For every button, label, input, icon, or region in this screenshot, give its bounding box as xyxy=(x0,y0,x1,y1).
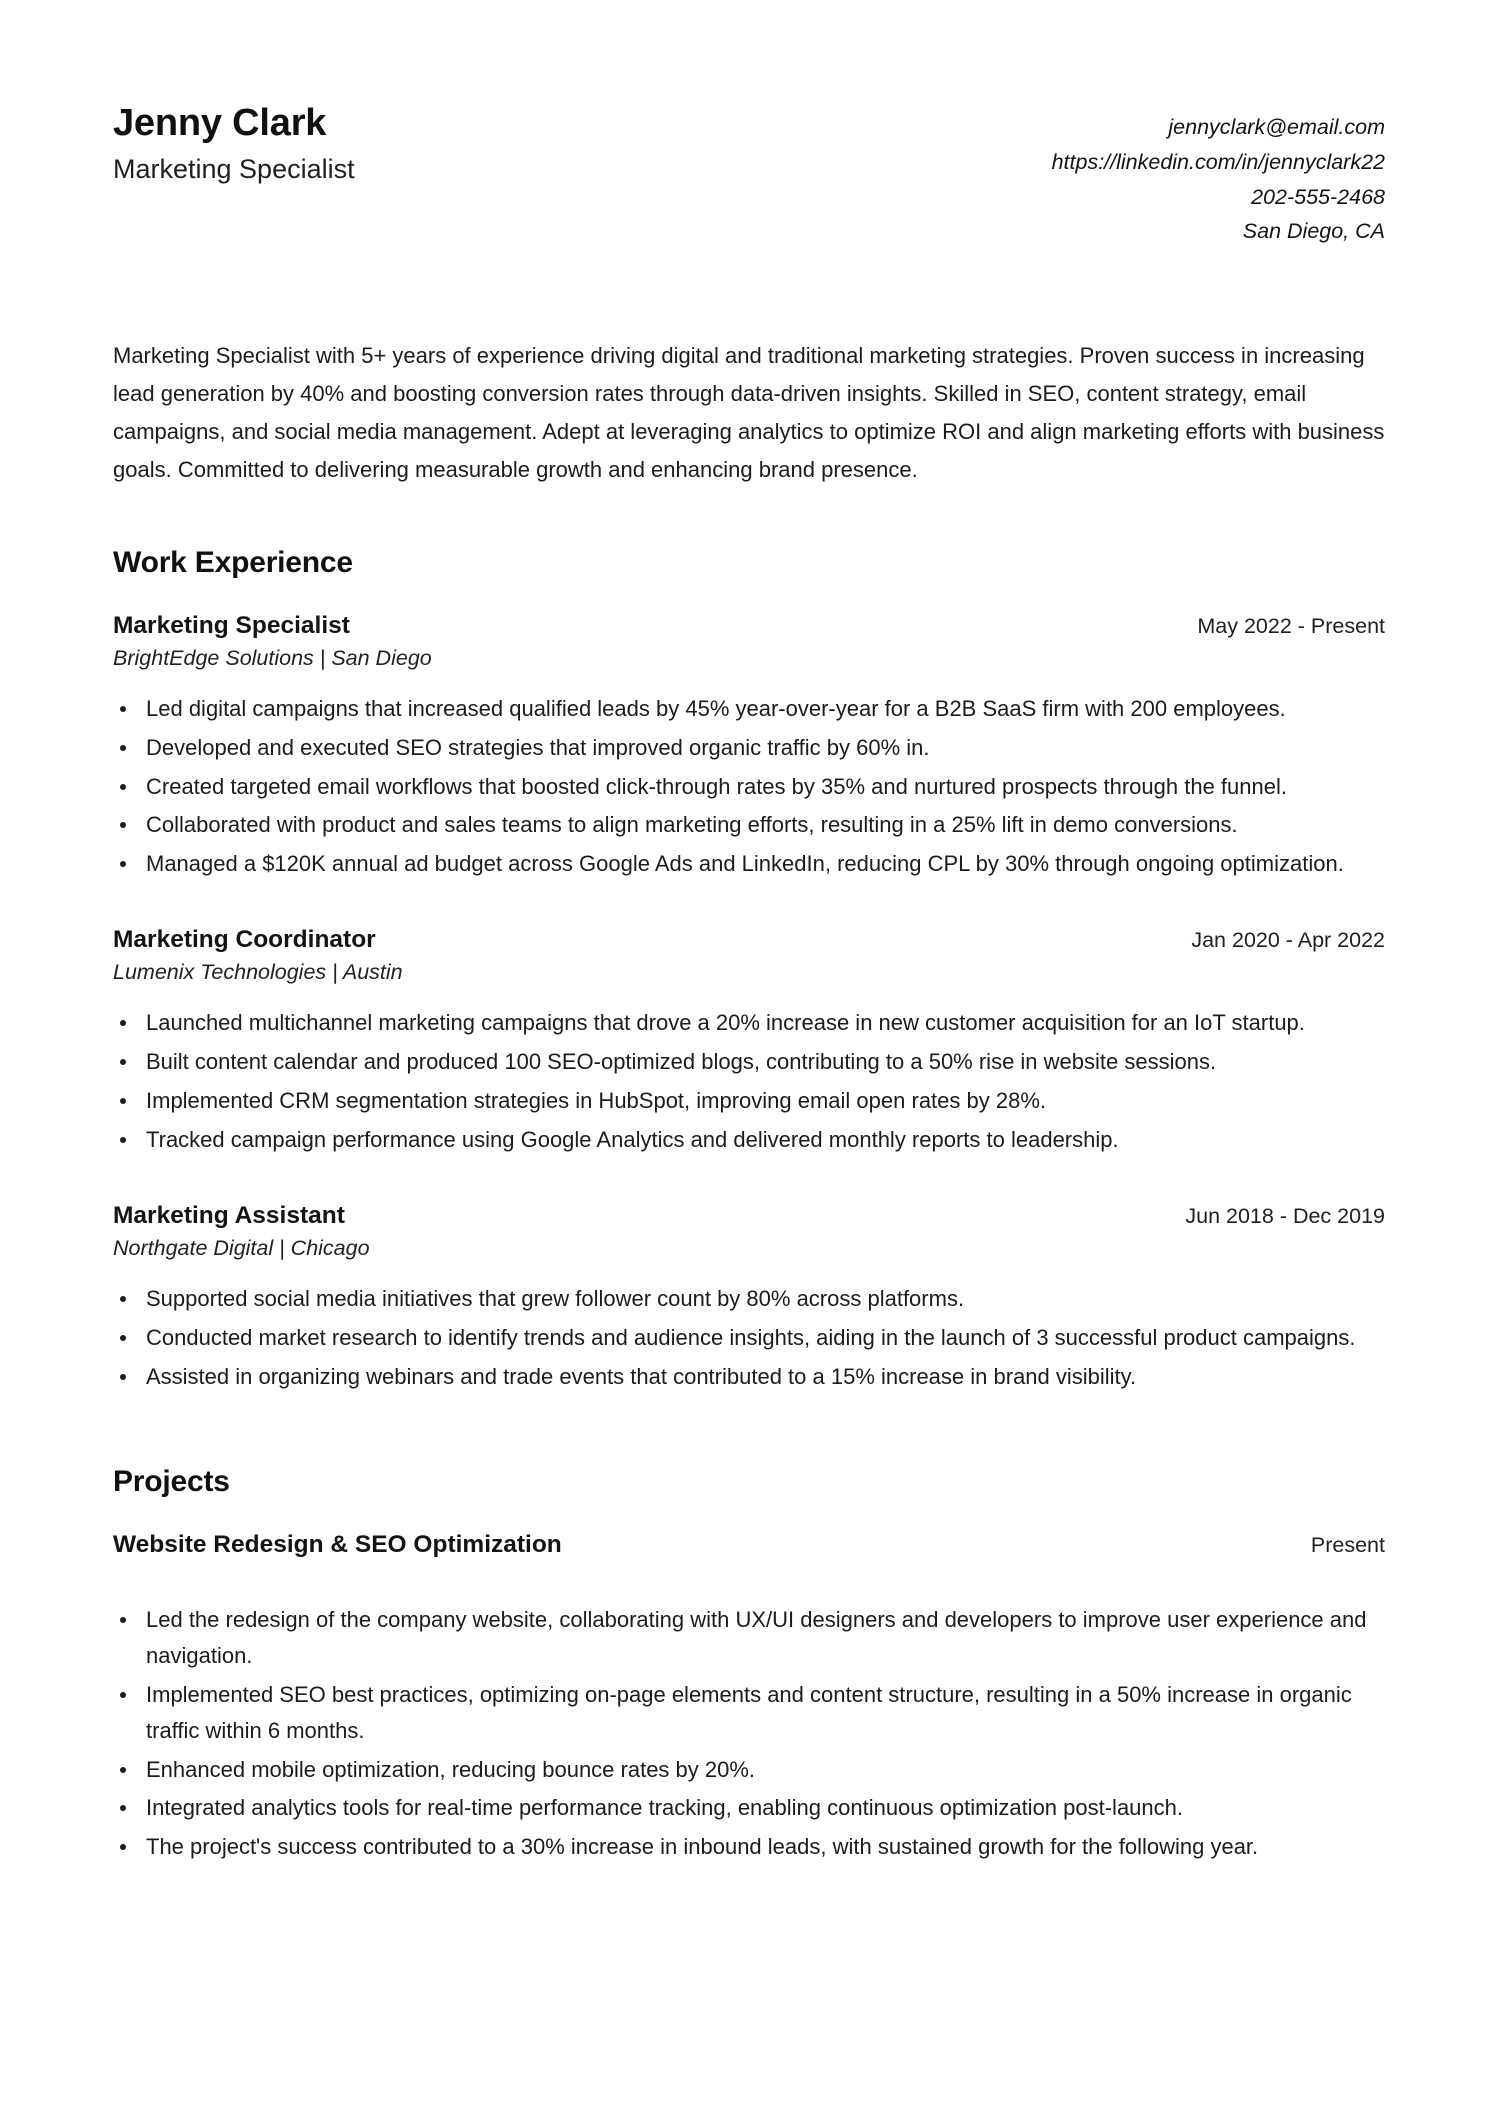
job-title: Marketing Assistant xyxy=(113,1201,345,1229)
list-item: Managed a $120K annual ad budget across Google Ads and LinkedIn, reducing CPL by 30% through ongoing optimization. xyxy=(113,846,1385,882)
job-title: Marketing Specialist xyxy=(113,611,350,639)
list-item: Enhanced mobile optimization, reducing bounce rates by 20%. xyxy=(113,1752,1385,1788)
list-item: Integrated analytics tools for real-time performance tracking, enabling continuous optimization post-launch. xyxy=(113,1790,1385,1826)
list-item: Supported social media initiatives that grew follower count by 80% across platforms. xyxy=(113,1281,1385,1317)
contact-location: San Diego, CA xyxy=(1242,219,1385,244)
contact-phone[interactable]: 202-555-2468 xyxy=(1251,184,1385,209)
list-item: Implemented SEO best practices, optimizing on-page elements and content structure, resulting in a 50% increase in organic traffic within 6 months. xyxy=(113,1677,1385,1749)
section-projects xyxy=(113,1465,1385,1865)
list-item: Conducted market research to identify trends and audience insights, aiding in the launch of 3 successful product campaigns. xyxy=(113,1320,1385,1356)
project-date-range: Present xyxy=(1310,1532,1385,1557)
project-entry xyxy=(113,1529,1385,1865)
work-entry xyxy=(113,1200,1385,1395)
entry-spacer xyxy=(113,902,1385,924)
work-entry xyxy=(113,610,1385,883)
identity-block xyxy=(113,96,355,187)
job-organization: BrightEdge Solutions | San Diego xyxy=(113,645,432,670)
list-item: Tracked campaign performance using Google Analytics and delivered monthly reports to leadership. xyxy=(113,1122,1385,1158)
job-date-range: May 2022 - Present xyxy=(1197,613,1385,638)
list-item: Led digital campaigns that increased qualified leads by 45% year-over-year for a B2B SaaS firm with 200 employees. xyxy=(113,691,1385,727)
job-bullet-list xyxy=(113,1005,1385,1157)
page-title: Jenny Clark xyxy=(113,102,327,144)
list-item: Led the redesign of the company website, collaborating with UX/UI designers and developers to improve user experience and navigation. xyxy=(113,1602,1385,1674)
entry-spacer xyxy=(113,1178,1385,1200)
job-date-range: Jun 2018 - Dec 2019 xyxy=(1185,1203,1385,1228)
work-entry-header xyxy=(113,1200,1385,1231)
work-entry-header xyxy=(113,610,1385,641)
job-title: Marketing Coordinator xyxy=(113,926,376,954)
section-work-experience xyxy=(113,546,1385,1395)
list-item: Developed and executed SEO strategies that improved organic traffic by 60% in. xyxy=(113,730,1385,766)
job-organization: Northgate Digital | Chicago xyxy=(113,1236,370,1261)
work-entry xyxy=(113,924,1385,1158)
list-item: Collaborated with product and sales teams to align marketing efforts, resulting in a 25% lift in demo conversions. xyxy=(113,807,1385,843)
job-organization: Lumenix Technologies | Austin xyxy=(113,960,403,985)
job-date-range: Jan 2020 - Apr 2022 xyxy=(1191,928,1385,953)
professional-summary: Marketing Specialist with 5+ years of experience driving digital and traditional marketing strategies. Proven success in increasing lead generation by 40% and boosting conversion rates through data-driven insights. Skilled in SEO, content strategy, email campaigns, and social media management. Adept at leveraging analytics to optimize ROI and align marketing efforts with business goals. Committed to delivering measurable growth and enhancing brand presence. xyxy=(113,343,1385,483)
list-item: Launched multichannel marketing campaigns that drove a 20% increase in new customer acquisition for an IoT startup. xyxy=(113,1005,1385,1041)
list-item: Built content calendar and produced 100 SEO-optimized blogs, contributing to a 50% rise in website sessions. xyxy=(113,1044,1385,1080)
section-heading-work-experience: Work Experience xyxy=(113,545,353,579)
work-entry-header xyxy=(113,924,1385,955)
job-bullet-list xyxy=(113,691,1385,882)
contact-linkedin[interactable]: https://linkedin.com/in/jennyclark22 xyxy=(1051,149,1385,174)
project-bullet-list xyxy=(113,1602,1385,1865)
professional-headline: Marketing Specialist xyxy=(113,153,355,184)
contact-block xyxy=(1052,96,1385,249)
list-item: Assisted in organizing webinars and trade events that contributed to a 15% increase in brand visibility. xyxy=(113,1359,1385,1395)
project-title: Website Redesign & SEO Optimization xyxy=(113,1530,562,1558)
project-entry-header xyxy=(113,1529,1385,1560)
resume-header xyxy=(113,96,1385,249)
list-item: The project's success contributed to a 30% increase in inbound leads, with sustained growth for the following year. xyxy=(113,1829,1385,1865)
list-item: Implemented CRM segmentation strategies in HubSpot, improving email open rates by 28%. xyxy=(113,1083,1385,1119)
list-item: Created targeted email workflows that boosted click-through rates by 35% and nurtured prospects through the funnel. xyxy=(113,769,1385,805)
job-bullet-list xyxy=(113,1281,1385,1395)
section-heading-projects: Projects xyxy=(113,1464,230,1498)
contact-email[interactable]: jennyclark@email.com xyxy=(1168,115,1385,139)
